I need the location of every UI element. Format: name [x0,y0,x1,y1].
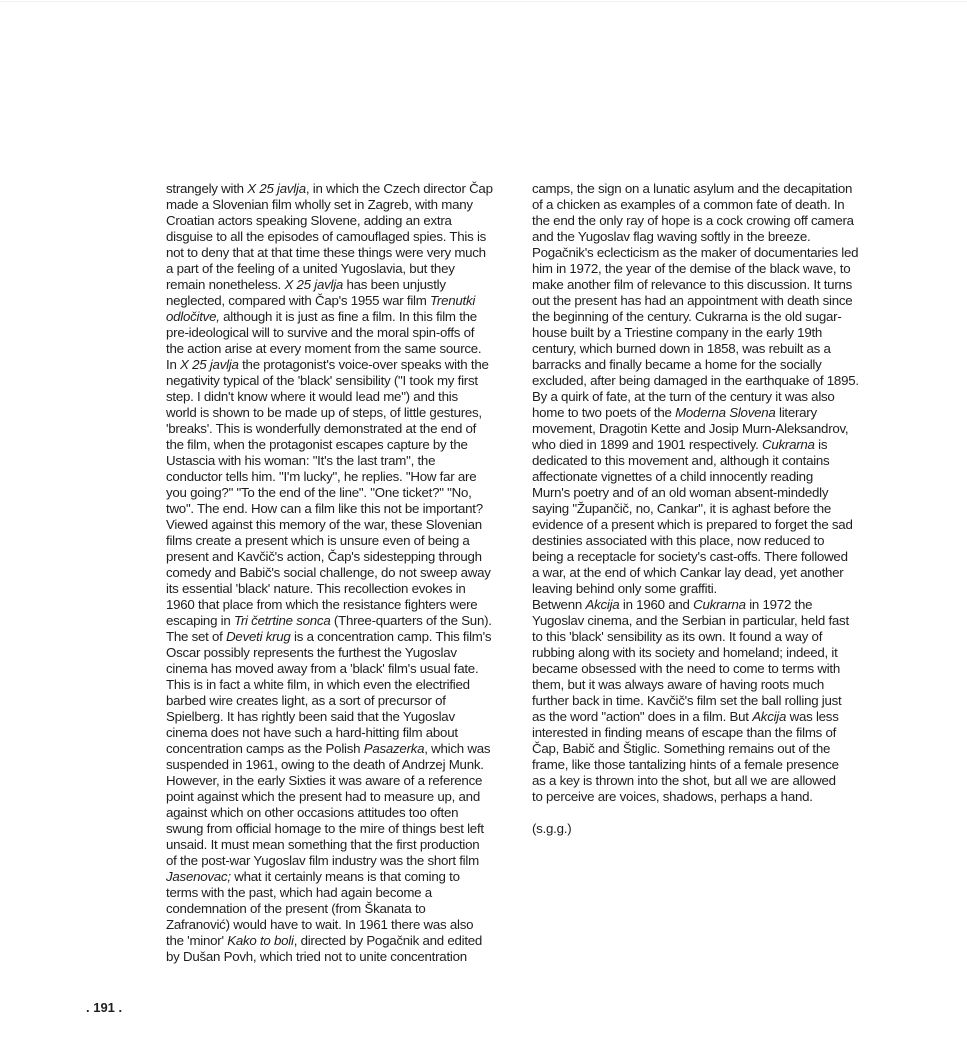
text-line [166,677,516,693]
text-run: pre-ideological will to survive and the moral spin-offs of [166,325,475,340]
text-run: 1960 that place from which the resistance fighters were [166,597,478,612]
text-run: escaping in [166,613,234,628]
film-title-italic: Akcija [752,709,787,724]
text-run: , in which the Czech director Čap [305,181,493,196]
text-run: point against which the present had to measure up, and [166,789,480,804]
text-run: in 1972 the [745,597,813,612]
right-column-body [532,181,884,805]
text-run: films create a present which is unsure even of being a [166,533,470,548]
film-title-italic: Deveti krug [226,629,291,644]
text-line [166,437,516,453]
text-run: became obsessed with the need to come to terms with [532,661,841,676]
text-run: cinema does not have such a hard-hitting film about [166,725,458,740]
text-line [166,613,516,629]
text-run: strangely with [166,181,248,196]
text-run: condemnation of the present (from Škanata to [166,901,426,916]
text-run: comedy and Babič's social challenge, do not sweep away [166,565,491,580]
text-line [532,485,884,501]
text-line [166,181,516,197]
text-run: frame, like those tantalizing hints of a female presence [532,757,839,772]
text-run: destinies associated with this place, now reduced to [532,533,825,548]
film-title-italic: Pasazerka [363,741,425,756]
text-run: being a receptacle for society's cast-offs. There followed [532,549,848,564]
text-line [532,453,884,469]
text-line [532,517,884,533]
text-run: disguise to all the episodes of camouflaged spies. This is [166,229,487,244]
author-signature: (s.g.g.) [532,821,572,836]
text-run: you going?" "To the end of the line". "One ticket?" "No, [166,485,472,500]
text-run: The set of [166,629,227,644]
text-line [166,853,516,869]
text-run: them, but it was always aware of having roots much [532,677,824,692]
text-line [532,709,884,725]
text-line [166,501,516,517]
film-title-italic: Kako to boli [227,933,294,948]
text-run: world is shown to be made up of steps, of little gestures, [166,405,482,420]
text-line [532,437,884,453]
text-run: Ustascia with his woman: "It's the last tram", the [166,453,436,468]
text-run: (Three-quarters of the Sun). [330,613,492,628]
text-run: This is in fact a white film, in which even the electrified [166,677,470,692]
text-run: out the present has had an appointment with death since [532,293,853,308]
text-run: the end the only ray of hope is a cock crowing off camera [532,213,854,228]
text-line [532,581,884,597]
text-line [532,773,884,789]
text-run: conductor tells him. "I'm lucky", he replies. "How far are [166,469,477,484]
text-run: was less [786,709,839,724]
film-title-italic: Jasenovac; [166,869,231,884]
text-run: literary [775,405,817,420]
text-line [166,357,516,373]
text-line [532,725,884,741]
text-run: made a Slovenian film wholly set in Zagreb, with many [166,197,473,212]
text-line [166,885,516,901]
text-run: although it is just as fine a film. In this film the [219,309,477,324]
text-line [532,357,884,373]
text-line [166,325,516,341]
text-line [166,629,516,645]
text-line [166,293,516,309]
text-run: two". The end. How can a film like this not be important? [166,501,483,516]
text-run: to perceive are voices, shadows, perhaps a hand. [532,789,813,804]
text-run: However, in the early Sixties it was aware of a reference [166,773,483,788]
text-run: who died in 1899 and 1901 respectively. [532,437,762,452]
text-line [166,341,516,357]
text-run: By a quirk of fate, at the turn of the century it was also [532,389,835,404]
text-run: of a chicken as examples of a common fate of death. In [532,197,845,212]
top-edge-rule [0,1,967,2]
film-title-italic: Tri četrtine sonca [233,613,331,628]
text-run: concentration camps as the Polish [166,741,364,756]
text-line [166,405,516,421]
text-run: 'breaks'. This is wonderfully demonstrated at the end of [166,421,477,436]
text-run: Zafranović) would have to wait. In 1961 there was also [166,917,474,932]
text-run: Betwenn [532,597,586,612]
text-line [166,645,516,661]
film-title-italic: X 25 javlja [284,277,344,292]
right-text-column [532,181,884,837]
text-line [532,661,884,677]
text-line [532,789,884,805]
text-line [532,613,884,629]
text-line [532,213,884,229]
text-run: home to two poets of the [532,405,676,420]
film-title-italic: Cukrarna [693,597,746,612]
text-run: house built by a Triestine company in the early 19th [532,325,823,340]
text-line [532,629,884,645]
text-run: the protagonist's voice-over speaks with the [238,357,489,372]
text-line [166,229,516,245]
text-run: as the word "action" does in a film. But [532,709,753,724]
text-run: suspended in 1961, owing to the death of Andrzej Munk. [166,757,484,772]
text-run: against which on other occasions attitudes too often [166,805,459,820]
text-line [532,341,884,357]
left-text-column [166,181,516,965]
text-run: him in 1972, the year of the demise of the black wave, to [532,261,851,276]
text-line [166,565,516,581]
text-run: remain nonetheless. [166,277,285,292]
text-run: step. I didn't know where it would lead me") and this [166,389,458,404]
text-run: terms with the past, which had again become a [166,885,432,900]
film-title-italic: odločitve, [166,309,220,324]
text-line [532,469,884,485]
text-line [532,277,884,293]
text-run: unsaid. It must mean something that the first production [166,837,480,852]
text-line [166,693,516,709]
film-title-italic: Moderna Slovena [675,405,776,420]
text-line [166,869,516,885]
text-line [532,261,884,277]
text-line [166,517,516,533]
text-run: swung from official homage to the mire of things best left [166,821,484,836]
text-run: Yugoslav cinema, and the Serbian in particular, held fast [532,613,849,628]
film-title-italic: Trenutki [430,293,476,308]
text-line [166,757,516,773]
text-line [166,277,516,293]
text-line [166,261,516,277]
text-line [532,325,884,341]
text-line [166,741,516,757]
text-line [166,197,516,213]
text-line [532,389,884,405]
text-line [166,773,516,789]
text-line [532,565,884,581]
text-line [166,485,516,501]
text-line [166,917,516,933]
text-line [166,469,516,485]
text-run: and the Yugoslav flag waving softly in the breeze. [532,229,811,244]
text-run: Spielberg. It has rightly been said that the Yugoslav [166,709,455,724]
text-run: excluded, after being damaged in the earthquake of 1895. [532,373,859,388]
text-run: as a key is thrown into the shot, but all we are allowed [532,773,836,788]
text-run: Viewed against this memory of the war, these Slovenian [166,517,482,532]
film-title-italic: X 25 javlja [247,181,306,196]
text-line [166,421,516,437]
text-run: further back in time. Kavčič's film set the ball rolling just [532,693,842,708]
text-line [166,901,516,917]
text-run: not to deny that at that time these things were very much [166,245,486,260]
text-run: , directed by Pogačnik and edited [293,933,483,948]
text-line [166,533,516,549]
text-line [532,533,884,549]
film-title-italic: X 25 javlja [180,357,239,372]
text-run: saying "Župančič, no, Cankar", it is aghast before the [532,501,831,516]
text-run: cinema has moved away from a 'black' film's usual fate. [166,661,479,676]
text-line [166,581,516,597]
text-line [166,373,516,389]
text-run: negativity typical of the 'black' sensibility ("I took my first [166,373,478,388]
text-run: has been unjustly [343,277,446,292]
text-run: is [814,437,828,452]
text-line [166,213,516,229]
text-line [532,757,884,773]
text-line [166,389,516,405]
text-line [166,933,516,949]
text-line [532,501,884,517]
text-run: evidence of a present which is prepared to forget the sad [532,517,853,532]
text-line [532,181,884,197]
text-run: a part of the feeling of a united Yugoslavia, but they [166,261,455,276]
text-line [532,309,884,325]
text-line [166,805,516,821]
text-run: to this 'black' sensibility as its own. It found a way of [532,629,823,644]
text-line [532,645,884,661]
text-run: century, which burned down in 1858, was rebuilt as a [532,341,831,356]
text-line [166,549,516,565]
text-line [166,821,516,837]
text-run: movement, Dragotin Kette and Josip Murn-Aleksandrov, [532,421,849,436]
text-run: by Dušan Povh, which tried not to unite concentration [166,949,467,964]
text-line [166,837,516,853]
text-line [532,293,884,309]
text-run: neglected, compared with Čap's 1955 war film [166,293,431,308]
text-line [166,309,516,325]
text-run: a war, at the end of which Cankar lay dead, yet another [532,565,844,580]
text-line [166,453,516,469]
text-run: rubbing along with its society and homeland; indeed, it [532,645,838,660]
text-run: barbed wire creates light, as a sort of precursor of [166,693,446,708]
text-run: the beginning of the century. Cukrarna is the old sugar- [532,309,842,324]
text-run: affectionate vignettes of a child innocently reading [532,469,813,484]
text-line [532,197,884,213]
text-run: camps, the sign on a lunatic asylum and the decapitation [532,181,853,196]
text-line [532,549,884,565]
text-run: Čap, Babič and Štiglic. Something remains out of the [532,741,831,756]
text-run: Murn's poetry and of an old woman absent-mindedly [532,485,829,500]
text-line [532,741,884,757]
text-run: what it certainly means is that coming to [230,869,460,884]
text-line [166,725,516,741]
text-line [532,677,884,693]
text-run: Oscar possibly represents the furthest the Yugoslav [166,645,457,660]
text-line [532,597,884,613]
text-run: Croatian actors speaking Slovene, adding an extra [166,213,452,228]
text-run: present and Kavčič's action, Čap's sidestepping through [166,549,482,564]
film-title-italic: Cukrarna [762,437,815,452]
text-run: barracks and finally became a home for the socially [532,357,822,372]
text-run: dedicated to this movement and, although it contains [532,453,830,468]
page-number: . 191 . [86,1000,123,1015]
text-line [532,421,884,437]
text-run: Pogačnik's eclecticism as the maker of documentaries led [532,245,859,260]
text-run: the film, when the protagonist escapes capture by the [166,437,468,452]
text-run: , which was [424,741,491,756]
text-line [532,693,884,709]
text-line [532,229,884,245]
text-line [166,245,516,261]
text-run: in 1960 and [619,597,694,612]
text-run: its essential 'black' nature. This recollection evokes in [166,581,466,596]
text-line [166,661,516,677]
text-line [532,373,884,389]
text-line [532,245,884,261]
text-run: is a concentration camp. This film's [290,629,492,644]
text-line [166,597,516,613]
text-line [532,405,884,421]
text-run: leaving behind only some graffiti. [532,581,717,596]
text-run: the action arise at every moment from the same source. [166,341,482,356]
film-title-italic: Akcija [585,597,620,612]
text-run: of the post-war Yugoslav film industry was the short film [166,853,479,868]
text-line [166,949,516,965]
text-run: the 'minor' [166,933,228,948]
text-run: make another film of relevance to this discussion. It turns [532,277,853,292]
text-line [166,789,516,805]
text-line [166,709,516,725]
text-run: interested in finding means of escape than the films of [532,725,837,740]
text-run: In [166,357,181,372]
